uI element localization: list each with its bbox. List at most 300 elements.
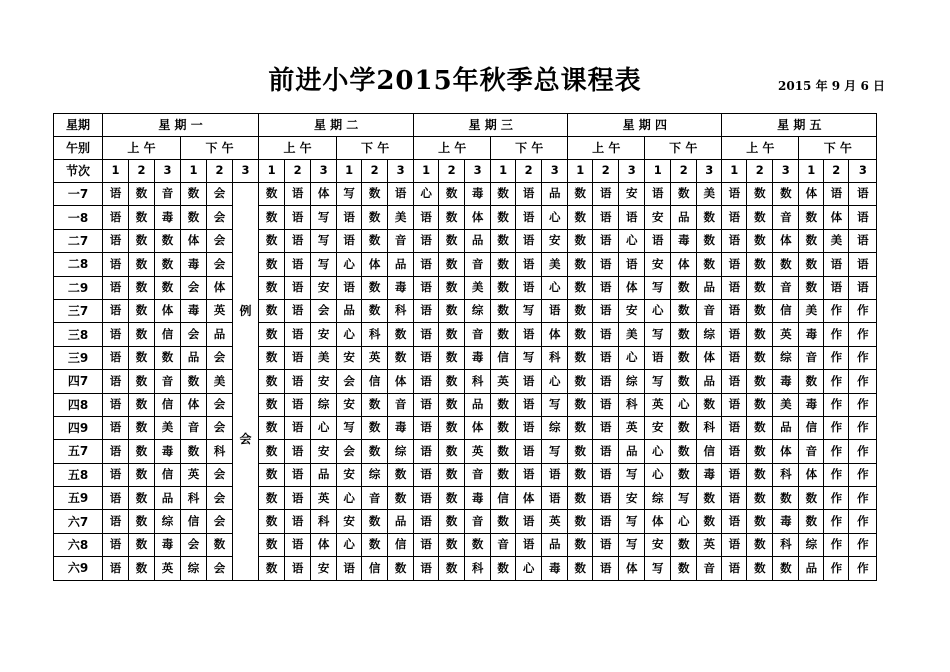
course-cell: 语: [103, 323, 129, 346]
class-row: [54, 557, 877, 580]
course-cell: 信: [181, 510, 207, 533]
course-cell: 会: [181, 323, 207, 346]
course-cell: 数: [491, 323, 516, 346]
class-label: 二7: [54, 229, 103, 252]
course-cell: 会: [207, 346, 233, 369]
class-label: 三8: [54, 323, 103, 346]
course-cell: 作: [824, 323, 849, 346]
course-cell: 体: [311, 533, 337, 556]
course-cell: 写: [542, 440, 568, 463]
course-cell: 美: [799, 299, 824, 322]
course-cell: 会: [181, 533, 207, 556]
course-cell: 数: [747, 183, 773, 206]
course-cell: 语: [285, 393, 311, 416]
course-cell: 语: [516, 323, 542, 346]
course-cell: 安: [619, 299, 645, 322]
course-cell: 语: [516, 510, 542, 533]
course-cell: 语: [103, 510, 129, 533]
course-cell: 数: [671, 346, 697, 369]
course-cell: 数: [362, 533, 388, 556]
course-cell: 写: [619, 510, 645, 533]
slot-number: 3: [233, 160, 259, 183]
course-cell: 语: [414, 510, 439, 533]
course-cell: 科: [311, 510, 337, 533]
course-cell: 数: [747, 229, 773, 252]
weekly-meeting-cell: [233, 183, 259, 581]
course-cell: 数: [259, 229, 285, 252]
course-cell: 数: [568, 463, 593, 486]
slot-number: 1: [645, 160, 671, 183]
course-cell: 数: [129, 183, 155, 206]
afternoon-header: 下 午: [491, 137, 568, 160]
course-cell: 综: [388, 440, 414, 463]
course-cell: 品: [697, 370, 722, 393]
course-cell: 数: [259, 487, 285, 510]
course-cell: 数: [568, 229, 593, 252]
course-cell: 语: [516, 463, 542, 486]
course-cell: 数: [747, 370, 773, 393]
course-cell: 数: [439, 440, 465, 463]
course-cell: 语: [722, 299, 747, 322]
course-cell: 语: [337, 276, 362, 299]
course-cell: 数: [439, 253, 465, 276]
course-cell: 体: [155, 299, 181, 322]
course-cell: 语: [414, 229, 439, 252]
course-cell: 语: [103, 206, 129, 229]
course-cell: 语: [414, 440, 439, 463]
class-label: 六7: [54, 510, 103, 533]
slot-number: 3: [849, 160, 877, 183]
course-cell: 写: [337, 416, 362, 439]
course-cell: 会: [207, 229, 233, 252]
course-cell: 数: [568, 299, 593, 322]
course-cell: 数: [439, 276, 465, 299]
course-cell: 音: [799, 346, 824, 369]
course-cell: 英: [207, 299, 233, 322]
course-cell: 科: [181, 487, 207, 510]
course-cell: 毒: [388, 416, 414, 439]
course-cell: 数: [568, 440, 593, 463]
course-cell: 数: [773, 183, 799, 206]
course-cell: 音: [697, 299, 722, 322]
course-cell: 数: [362, 440, 388, 463]
course-cell: 数: [439, 510, 465, 533]
course-cell: 科: [697, 416, 722, 439]
course-cell: 品: [311, 463, 337, 486]
course-cell: 数: [439, 557, 465, 580]
course-cell: 作: [824, 463, 849, 486]
course-cell: 作: [824, 533, 849, 556]
class-row: [54, 416, 877, 439]
slot-number: 2: [439, 160, 465, 183]
course-cell: 美: [697, 183, 722, 206]
course-cell: 数: [439, 323, 465, 346]
course-cell: 语: [619, 206, 645, 229]
slot-number: 1: [181, 160, 207, 183]
course-cell: 数: [362, 183, 388, 206]
course-cell: 英: [773, 323, 799, 346]
course-cell: 语: [722, 463, 747, 486]
course-cell: 毒: [388, 276, 414, 299]
course-cell: 语: [285, 416, 311, 439]
course-cell: 写: [516, 346, 542, 369]
course-cell: 数: [747, 206, 773, 229]
course-cell: 数: [697, 253, 722, 276]
course-cell: 品: [337, 299, 362, 322]
course-cell: 毒: [155, 206, 181, 229]
course-cell: 数: [491, 276, 516, 299]
course-cell: 数: [259, 463, 285, 486]
course-cell: 数: [362, 229, 388, 252]
course-cell: 数: [259, 393, 285, 416]
course-cell: 体: [645, 510, 671, 533]
course-cell: 语: [516, 440, 542, 463]
weekday-header: 星 期 一: [103, 114, 259, 137]
course-cell: 心: [311, 416, 337, 439]
course-cell: 数: [747, 440, 773, 463]
course-cell: 语: [722, 393, 747, 416]
class-label: 二8: [54, 253, 103, 276]
course-cell: 语: [722, 487, 747, 510]
course-cell: 心: [542, 276, 568, 299]
class-label: 三9: [54, 346, 103, 369]
course-cell: 作: [849, 440, 877, 463]
morning-header: 上 午: [722, 137, 799, 160]
course-cell: 心: [337, 323, 362, 346]
course-cell: 数: [181, 440, 207, 463]
course-cell: 语: [103, 346, 129, 369]
course-cell: 数: [568, 557, 593, 580]
course-cell: 会: [207, 183, 233, 206]
slot-number: 2: [593, 160, 619, 183]
course-cell: 语: [414, 487, 439, 510]
class-row: [54, 487, 877, 510]
header-row-weekday: [54, 114, 877, 137]
course-cell: 数: [491, 463, 516, 486]
course-cell: 语: [593, 510, 619, 533]
afternoon-header: 下 午: [181, 137, 259, 160]
course-cell: 安: [645, 253, 671, 276]
course-cell: 科: [542, 346, 568, 369]
course-cell: 体: [465, 206, 491, 229]
course-cell: 语: [824, 253, 849, 276]
course-cell: 品: [207, 323, 233, 346]
course-cell: 数: [491, 253, 516, 276]
course-cell: 数: [747, 487, 773, 510]
course-cell: 语: [103, 229, 129, 252]
course-cell: 体: [773, 229, 799, 252]
course-cell: 毒: [465, 487, 491, 510]
class-label: 五9: [54, 487, 103, 510]
course-cell: 数: [568, 206, 593, 229]
course-cell: 语: [516, 416, 542, 439]
course-cell: 毒: [542, 557, 568, 580]
course-cell: 写: [516, 299, 542, 322]
course-cell: 作: [824, 416, 849, 439]
course-cell: 数: [129, 510, 155, 533]
course-cell: 语: [516, 206, 542, 229]
course-cell: 语: [285, 346, 311, 369]
course-cell: 数: [773, 487, 799, 510]
course-cell: 毒: [181, 253, 207, 276]
course-cell: 作: [849, 346, 877, 369]
afternoon-header: 下 午: [645, 137, 722, 160]
course-cell: 数: [362, 299, 388, 322]
slot-label: 节次: [54, 160, 103, 183]
slot-number: 1: [722, 160, 747, 183]
course-cell: 写: [542, 393, 568, 416]
class-row: [54, 370, 877, 393]
course-cell: 语: [516, 253, 542, 276]
morning-header: 上 午: [414, 137, 491, 160]
course-cell: 会: [207, 510, 233, 533]
course-cell: 写: [311, 229, 337, 252]
class-row: [54, 206, 877, 229]
course-cell: 体: [773, 440, 799, 463]
course-cell: 数: [129, 206, 155, 229]
course-cell: 语: [593, 206, 619, 229]
course-cell: 心: [414, 183, 439, 206]
course-cell: 作: [849, 393, 877, 416]
slot-number: 2: [285, 160, 311, 183]
course-cell: 心: [671, 393, 697, 416]
weekday-header: 星 期 五: [722, 114, 877, 137]
course-cell: 数: [773, 557, 799, 580]
course-cell: 作: [824, 487, 849, 510]
course-cell: 毒: [155, 440, 181, 463]
course-cell: 语: [516, 533, 542, 556]
course-cell: 英: [645, 393, 671, 416]
course-cell: 信: [155, 323, 181, 346]
course-cell: 语: [722, 510, 747, 533]
course-cell: 品: [465, 229, 491, 252]
course-cell: 语: [103, 276, 129, 299]
course-cell: 英: [491, 370, 516, 393]
course-cell: 体: [465, 416, 491, 439]
class-label: 五7: [54, 440, 103, 463]
course-cell: 音: [491, 533, 516, 556]
course-cell: 安: [337, 463, 362, 486]
slot-number: 3: [388, 160, 414, 183]
course-cell: 数: [491, 510, 516, 533]
class-label: 五8: [54, 463, 103, 486]
course-cell: 写: [645, 557, 671, 580]
course-cell: 作: [849, 416, 877, 439]
course-cell: 毒: [799, 323, 824, 346]
course-cell: 作: [849, 533, 877, 556]
course-cell: 语: [285, 440, 311, 463]
course-cell: 品: [388, 510, 414, 533]
course-cell: 语: [542, 487, 568, 510]
course-cell: 科: [362, 323, 388, 346]
course-cell: 数: [491, 299, 516, 322]
course-cell: 语: [516, 183, 542, 206]
course-cell: 作: [824, 557, 849, 580]
course-cell: 数: [129, 253, 155, 276]
course-cell: 综: [773, 346, 799, 369]
course-cell: 数: [259, 510, 285, 533]
course-cell: 数: [439, 183, 465, 206]
course-cell: 数: [799, 370, 824, 393]
course-cell: 语: [593, 253, 619, 276]
course-cell: 语: [103, 557, 129, 580]
course-cell: 数: [747, 393, 773, 416]
course-cell: 会: [207, 463, 233, 486]
course-cell: 数: [259, 206, 285, 229]
course-cell: 数: [388, 346, 414, 369]
course-cell: 数: [568, 253, 593, 276]
course-cell: 品: [155, 487, 181, 510]
course-cell: 会: [207, 487, 233, 510]
course-cell: 音: [388, 393, 414, 416]
course-cell: 语: [722, 323, 747, 346]
course-cell: 语: [516, 229, 542, 252]
course-cell: 作: [849, 487, 877, 510]
course-cell: 语: [722, 183, 747, 206]
course-cell: 数: [259, 276, 285, 299]
course-cell: 语: [593, 463, 619, 486]
course-cell: 品: [671, 206, 697, 229]
course-cell: 语: [103, 463, 129, 486]
course-cell: 语: [849, 229, 877, 252]
course-cell: 语: [722, 533, 747, 556]
course-cell: 语: [285, 183, 311, 206]
course-cell: 数: [568, 346, 593, 369]
slot-number: 3: [773, 160, 799, 183]
course-cell: 语: [285, 253, 311, 276]
course-cell: 语: [849, 183, 877, 206]
course-cell: 数: [747, 299, 773, 322]
course-cell: 体: [311, 183, 337, 206]
course-cell: 数: [388, 323, 414, 346]
course-cell: 语: [722, 557, 747, 580]
class-label: 三7: [54, 299, 103, 322]
course-cell: 美: [465, 276, 491, 299]
course-cell: 作: [849, 463, 877, 486]
course-cell: 语: [645, 229, 671, 252]
course-cell: 安: [619, 183, 645, 206]
afternoon-header: 下 午: [799, 137, 877, 160]
class-label: 四9: [54, 416, 103, 439]
course-cell: 语: [593, 533, 619, 556]
course-cell: 语: [285, 206, 311, 229]
course-cell: 作: [824, 299, 849, 322]
slot-number: 2: [671, 160, 697, 183]
course-cell: 写: [311, 253, 337, 276]
course-cell: 综: [311, 393, 337, 416]
course-cell: 语: [414, 393, 439, 416]
course-cell: 英: [619, 416, 645, 439]
course-cell: 英: [362, 346, 388, 369]
course-cell: 数: [439, 463, 465, 486]
course-cell: 数: [129, 346, 155, 369]
slot-number: 2: [824, 160, 849, 183]
course-cell: 会: [181, 276, 207, 299]
course-cell: 安: [542, 229, 568, 252]
class-label: 一8: [54, 206, 103, 229]
course-cell: 语: [103, 299, 129, 322]
class-row: [54, 229, 877, 252]
course-cell: 心: [619, 346, 645, 369]
course-cell: 语: [593, 346, 619, 369]
course-cell: 体: [824, 206, 849, 229]
course-cell: 语: [337, 229, 362, 252]
course-cell: 语: [542, 299, 568, 322]
course-cell: 数: [155, 276, 181, 299]
course-cell: 综: [697, 323, 722, 346]
course-cell: 数: [747, 510, 773, 533]
course-cell: 品: [465, 393, 491, 416]
course-cell: 数: [362, 393, 388, 416]
course-cell: 语: [414, 346, 439, 369]
course-cell: 语: [414, 276, 439, 299]
class-row: [54, 533, 877, 556]
course-cell: 数: [568, 533, 593, 556]
class-row: [54, 510, 877, 533]
course-cell: 美: [542, 253, 568, 276]
course-cell: 数: [259, 533, 285, 556]
course-cell: 语: [103, 183, 129, 206]
course-cell: 语: [414, 370, 439, 393]
course-cell: 数: [259, 183, 285, 206]
course-cell: 语: [645, 346, 671, 369]
course-cell: 音: [697, 557, 722, 580]
course-cell: 语: [414, 557, 439, 580]
course-cell: 数: [671, 370, 697, 393]
course-cell: 安: [337, 393, 362, 416]
course-cell: 数: [747, 463, 773, 486]
course-cell: 语: [103, 533, 129, 556]
class-row: [54, 346, 877, 369]
course-cell: 信: [388, 533, 414, 556]
course-cell: 综: [465, 299, 491, 322]
class-row: [54, 440, 877, 463]
class-label: 四8: [54, 393, 103, 416]
slot-number: 2: [362, 160, 388, 183]
course-cell: 数: [129, 440, 155, 463]
course-cell: 语: [722, 253, 747, 276]
course-cell: 美: [619, 323, 645, 346]
course-cell: 作: [849, 370, 877, 393]
course-cell: 数: [129, 416, 155, 439]
course-cell: 英: [465, 440, 491, 463]
course-cell: 音: [362, 487, 388, 510]
course-cell: 语: [722, 206, 747, 229]
course-cell: 数: [671, 416, 697, 439]
slot-number: 2: [747, 160, 773, 183]
course-cell: 数: [259, 440, 285, 463]
slot-number: 3: [542, 160, 568, 183]
course-cell: 语: [722, 370, 747, 393]
course-cell: 语: [824, 183, 849, 206]
course-cell: 数: [568, 416, 593, 439]
morning-header: 上 午: [259, 137, 337, 160]
course-cell: 语: [722, 229, 747, 252]
course-cell: 品: [799, 557, 824, 580]
slot-number: 1: [799, 160, 824, 183]
course-cell: 音: [465, 463, 491, 486]
course-cell: 语: [285, 533, 311, 556]
course-cell: 信: [155, 463, 181, 486]
course-cell: 数: [697, 229, 722, 252]
course-cell: 语: [103, 393, 129, 416]
course-cell: 数: [568, 393, 593, 416]
course-cell: 数: [439, 229, 465, 252]
morning-header: 上 午: [103, 137, 181, 160]
course-cell: 音: [773, 276, 799, 299]
course-cell: 体: [799, 183, 824, 206]
course-cell: 数: [362, 510, 388, 533]
